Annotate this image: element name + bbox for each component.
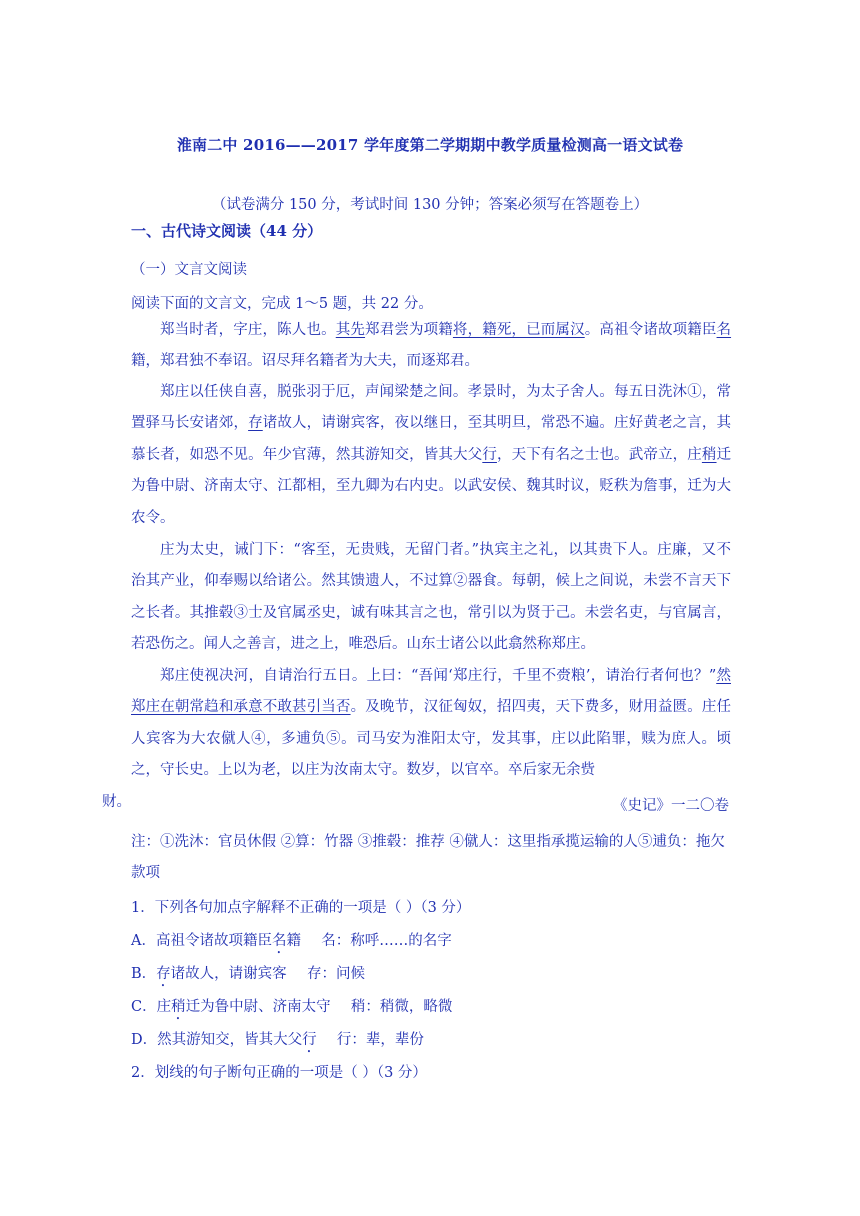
paragraph-4: 郑庄使视决河，自请治行五日。上曰：“吾闻‘郑庄行，千里不赍粮’，请治行者何也？”然郑庄在朝常趋和承意不敢甚引当否。及晚节，汉征匈奴，招四夷，天下费多，财用益匮。庄任人宾客为大农僦人④，多逋负⑤。司马安为淮阳太守，发其事，庄以此陷罪，赎为庶人。顷之，守长史。上以为老，以庄为汝南太守。数岁，以官卒。卒后家无余赀 财。 (102, 668, 731, 810)
subsection-heading: （一）文言文阅读 (131, 262, 247, 278)
dotted-character: 稍 (171, 999, 186, 1015)
reading-instruction: 阅读下面的文言文，完成 1～5 题，共 22 分。 (131, 296, 433, 312)
question-2-stem: 2．划线的句子断句正确的一项是（ ）（3 分） (131, 1065, 427, 1081)
option-b: B．存诸故人，请谢宾客 存：问候 (131, 966, 365, 982)
exam-subtitle: （试卷满分 150 分，考试时间 130 分钟；答案必须写在答题卷上） (211, 197, 649, 213)
exam-title: 淮南二中 2016——2017 学年度第二学期期中教学质量检测高一语文试卷 (176, 136, 684, 154)
dotted-character: 名 (271, 933, 287, 949)
question-1-stem: 1．下列各句加点字解释不正确的一项是（ ）（3 分） (131, 900, 471, 916)
dotted-character: 行 (302, 1032, 317, 1048)
paragraph-1: 郑当时者，字庄，陈人也。其先郑君尝为项籍将，籍死，已而属汉。高祖令诸故项籍臣名籍，郑君独不奉诏。诏尽拜名籍者为大夫，而逐郑君。 (131, 322, 732, 370)
paragraph-3: 庄为太史，诫门下：“客至，无贵贱，无留门者。”执宾主之礼，以其贵下人。庄廉，又不治其产业，仰奉赐以给诸公。然其馈遗人，不过算②器食。每朝，候上之间说，未尝不言天下之长者。其推毂③士及官属丞史，诚有味其言之也，常引以为贤于己。未尝名吏，与官属言，若恐伤之。闻人之善言，进之上，唯恐后。山东士诸公以此翕然称郑庄。 (131, 542, 731, 653)
underlined-text: 名 (716, 322, 732, 338)
underlined-text: 其先 (335, 322, 366, 338)
underlined-text: 稍 (701, 446, 717, 463)
underlined-text: 存 (248, 415, 263, 432)
annotation-note: 注：①洗沐：官员休假 ②算：竹器 ③推毂：推荐 ④僦人：这里指承揽运输的人⑤逋负：拖欠款项 (131, 834, 725, 881)
option-a: A．高祖令诸故项籍臣名籍 名：称呼……的名字 (131, 933, 452, 949)
underlined-sentence: 然郑庄在朝常趋和承意不敢甚引当否 (131, 668, 731, 716)
paragraph-2: 郑庄以任侠自喜，脱张羽于厄，声闻梁楚之间。孝景时，为太子舍人。每五日洗沐①，常置驿马长安诸郊，存诸故人，请谢宾客，夜以继日，至其明旦，常恐不遍。庄好黄老之言，其慕长者，如恐不见。年少官薄，然其游知交，皆其大父行，天下有名之士也。武帝立，庄稍迁为鲁中尉、济南太守、江都相，至九卿为右内史。以武安侯、魏其时议，贬秩为詹事，迁为大农令。 (131, 384, 732, 526)
dotted-character: 存 (156, 966, 171, 982)
underlined-text: 行 (482, 446, 497, 463)
option-d: D．然其游知交，皆其大父行 行：辈，辈份 (131, 1032, 424, 1048)
source-citation: 《史记》一二〇卷 (613, 798, 729, 814)
section-heading: 一、古代诗文阅读（44 分） (131, 222, 323, 240)
underlined-text: 将，籍死，已而属汉 (452, 322, 585, 338)
option-c: C．庄稍迁为鲁中尉、济南太守 稍：稍微，略微 (131, 999, 453, 1015)
